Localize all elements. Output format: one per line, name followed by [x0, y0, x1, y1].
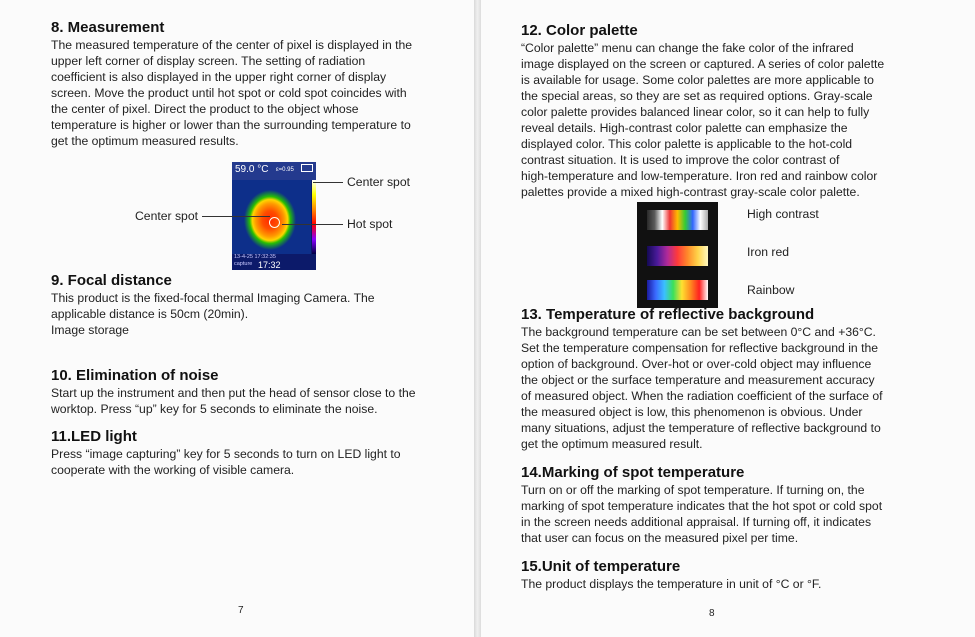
section-9-focal-distance: [51, 272, 375, 338]
palette-label-rainbow: Rainbow: [747, 283, 795, 297]
iron-red-gradient: [647, 246, 708, 266]
time-readout: 17:32: [258, 260, 281, 270]
section-13-line: Set the temperature compensation for reflective background in the: [521, 341, 879, 355]
section-11-line: Press “image capturing” key for 5 seconds to turn on LED light to: [51, 447, 401, 461]
section-13-line: get the optimum measured result.: [521, 437, 703, 451]
section-14-marking-spot-temperature: [521, 464, 882, 546]
section-8-title: 8. Measurement: [51, 19, 165, 36]
battery-icon: [301, 164, 313, 172]
section-12-line: palettes provide a mixed high-contrast gray-scale color palette.: [521, 185, 860, 199]
center-spot-marker-icon: [269, 217, 280, 228]
date-readout: 13-4-25 17:32:35: [234, 254, 276, 260]
capture-label: capture: [234, 261, 253, 267]
hot-spot-leader-line: [282, 224, 343, 225]
section-15-unit-of-temperature: [521, 558, 821, 592]
section-8-line: the center of pixel. Direct the product to the object whose: [51, 102, 359, 116]
section-11-title: 11.LED light: [51, 428, 137, 445]
center-spot-leader-line: [202, 216, 270, 217]
section-8-line: coefficient is also displayed in the upper right corner of display: [51, 70, 387, 84]
rainbow-swatch: [637, 272, 718, 308]
temperature-readout: 59.0 °C: [235, 164, 269, 175]
section-8-line: upper left corner of display screen. The setting of radiation: [51, 54, 366, 68]
section-13-line: the measured object is low, this phenomenon is obvious. Under: [521, 405, 863, 419]
section-14-title: 14.Marking of spot temperature: [521, 464, 745, 481]
color-scale-bar: [312, 180, 316, 254]
section-12-line: is available for usage. Some color palettes are more applicable to: [521, 73, 874, 87]
section-15-title: 15.Unit of temperature: [521, 558, 681, 575]
section-13-line: The background temperature can be set between 0°C and +36°C.: [521, 325, 876, 339]
section-10-line: worktop. Press “up” key for 5 seconds to eliminate the noise.: [51, 402, 378, 416]
page-number-left: 7: [238, 605, 244, 616]
palette-label-high-contrast: High contrast: [747, 207, 819, 221]
section-12-line: image displayed on the screen or captured. A series of color palette: [521, 57, 885, 71]
high-contrast-gradient: [647, 210, 708, 230]
section-14-line: in the screen needs additional appraisal. If turning off, it indicates: [521, 515, 872, 529]
section-12-line: reveal details. High-contrast color palette can emphasize the: [521, 121, 848, 135]
emissivity-readout: ε=0.95: [276, 167, 294, 173]
section-9-line: Image storage: [51, 323, 129, 337]
page-number-right: 8: [709, 608, 715, 619]
section-13-line: the object or the surface temperature and measurement accuracy: [521, 373, 875, 387]
section-12-line: color palette provides balanced linear color, so it can help to fully: [521, 105, 870, 119]
section-13-title: 13. Temperature of reflective background: [521, 306, 815, 323]
section-13-reflective-background: [521, 306, 883, 452]
section-11-led-light: [51, 428, 401, 478]
section-12-line: contrast situation. It is used to improve the color contrast of: [521, 153, 840, 167]
section-11-line: cooperate with the working of visible camera.: [51, 463, 295, 477]
section-10-line: Start up the instrument and then put the head of sensor close to the: [51, 386, 416, 400]
callout-center-spot-right: Center spot: [347, 175, 411, 189]
iron-red-swatch: [637, 238, 718, 274]
section-14-line: that user can focus on the measured pixel per time.: [521, 531, 799, 545]
section-13-line: option of background. Over-hot or over-cold object may influence: [521, 357, 872, 371]
section-10-elimination-of-noise: [51, 367, 416, 417]
section-9-line: applicable distance is 50cm (20min).: [51, 307, 249, 321]
callout-center-spot-left: Center spot: [135, 209, 199, 223]
section-8-line: screen. Move the product until hot spot or cold spot coincides with: [51, 86, 407, 100]
section-10-title: 10. Elimination of noise: [51, 367, 219, 384]
book-spine: [474, 0, 481, 637]
high-contrast-swatch: [637, 202, 718, 238]
palette-label-iron-red: Iron red: [747, 245, 790, 259]
rainbow-gradient: [647, 280, 708, 300]
callout-hot-spot: Hot spot: [347, 217, 393, 231]
section-14-line: Turn on or off the marking of spot temperature. If turning on, the: [521, 483, 865, 497]
section-13-line: of measured object. When the radiation coefficient of the surface of: [521, 389, 883, 403]
section-8-line: get the optimum measured results.: [51, 134, 239, 148]
center-spot-scale-leader-line: [313, 182, 343, 183]
section-12-line: displayed color. This color palette is applicable to the hot-cold: [521, 137, 853, 151]
section-9-title: 9. Focal distance: [51, 272, 172, 289]
section-12-line: high-temperature and low-temperature. Iron red and rainbow color: [521, 169, 878, 183]
section-12-title: 12. Color palette: [521, 22, 638, 39]
section-13-line: many situations, adjust the temperature of reflective background to: [521, 421, 881, 435]
section-15-line: The product displays the temperature in unit of °C or °F.: [521, 577, 822, 591]
section-8-line: The measured temperature of the center of pixel is displayed in the: [51, 38, 413, 52]
section-9-line: This product is the fixed-focal thermal Imaging Camera. The: [51, 291, 375, 305]
section-8-measurement: [51, 19, 412, 149]
section-14-line: marking of spot temperature indicates that the hot spot or cold spot: [521, 499, 883, 513]
section-12-line: “Color palette” menu can change the fake color of the infrared: [521, 41, 854, 55]
section-12-color-palette: [521, 22, 884, 200]
section-8-line: temperature is higher or lower than the surrounding temperature to: [51, 118, 411, 132]
section-12-line: the special areas, so they are set as required options. Gray-scale: [521, 89, 873, 103]
